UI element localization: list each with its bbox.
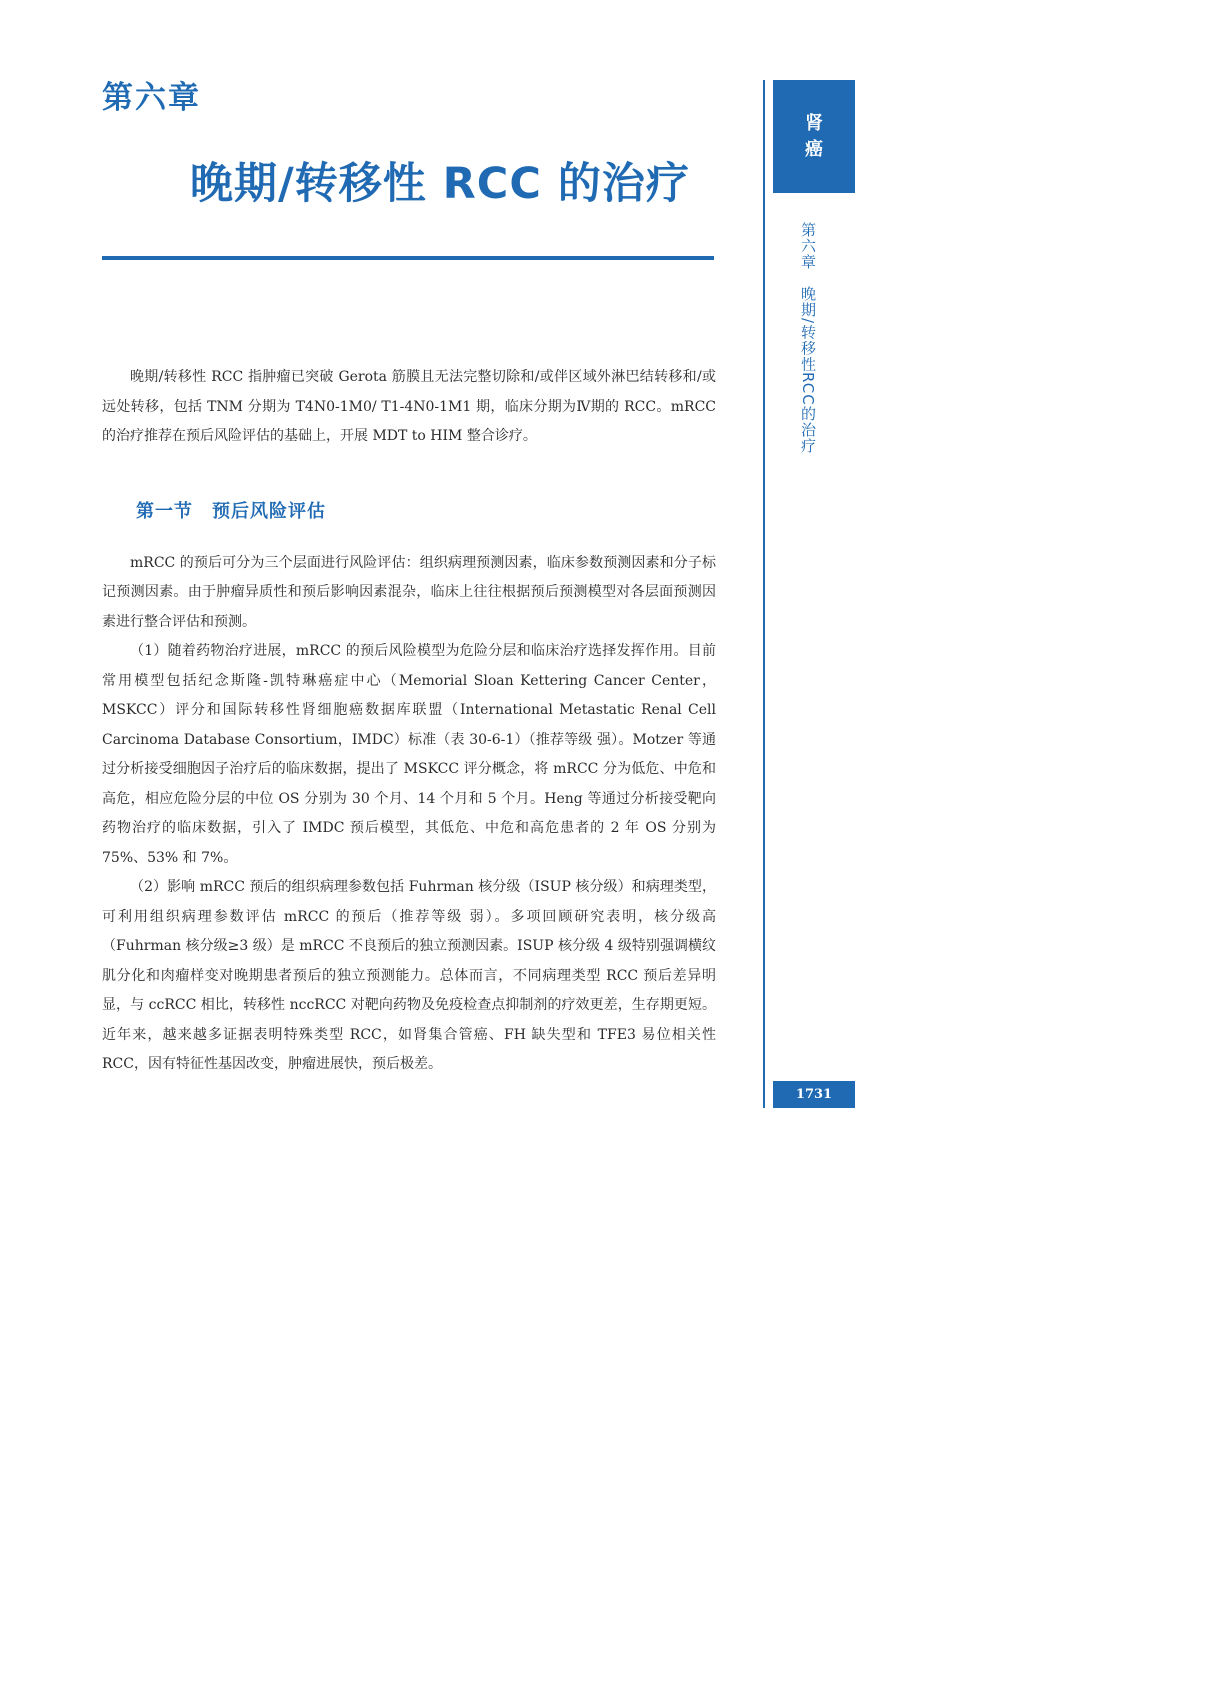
- section-paragraph-1: mRCC 的预后可分为三个层面进行风险评估：组织病理预测因素，临床参数预测因素和分子标记预测因素。由于肿瘤异质性和预后影响因素混杂，临床上往往根据预后预测模型对各层面预测因素进行整合评估和预测。: [102, 554, 716, 630]
- sidebar-tab-char-2: 癌: [805, 138, 823, 160]
- section-heading: 第一节 预后风险评估: [136, 500, 326, 522]
- sidebar-tab-char-1: 肾: [805, 112, 823, 134]
- title-divider: [102, 256, 714, 260]
- chapter-label: 第六章: [102, 80, 201, 116]
- body-content: [102, 363, 716, 1080]
- section-paragraph-2: （1）随着药物治疗进展，mRCC 的预后风险模型为危险分层和临床治疗选择发挥作用。目前常用模型包括纪念斯隆-凯特琳癌症中心（Memorial Sloan Kettering Cancer Center，MSKCC）评分和国际转移性肾细胞癌数据库联盟（International Metastatic Renal Cell Carcinoma Database Consortium，IMDC）标准（表 30-6-1）（推荐等级 强）。Motzer 等通过分析接受细胞因子治疗后的临床数据，提出了 MSKCC 评分概念，将 mRCC 分为低危、中危和高危，相应危险分层的中位 OS 分别为 30 个月、14 个月和 5 个月。Heng 等通过分析接受靶向药物治疗的临床数据，引入了 IMDC 预后模型，其低危、中危和高危患者的 2 年 OS 分别为 75%、53% 和 7%。: [102, 643, 716, 866]
- chapter-title: 晚期/转移性 RCC 的治疗: [190, 159, 690, 209]
- intro-paragraph: 晚期/转移性 RCC 指肿瘤已突破 Gerota 筋膜且无法完整切除和/或伴区域外淋巴结转移和/或远处转移，包括 TNM 分期为 T4N0-1M0/ T1-4N0-1M1 期，临床分期为Ⅳ期的 RCC。mRCC 的治疗推荐在预后风险评估的基础上，开展 MDT to HIM 整合诊疗。: [102, 369, 716, 444]
- page-number: 1731: [773, 1081, 855, 1108]
- sidebar-tab: [773, 80, 855, 193]
- running-header: 第六章 晚期/转移性RCC的治疗: [799, 222, 817, 454]
- sidebar-rule: [763, 80, 765, 1108]
- section-paragraph-3: （2）影响 mRCC 预后的组织病理参数包括 Fuhrman 核分级（ISUP 核分级）和病理类型，可利用组织病理参数评估 mRCC 的预后（推荐等级 弱）。多项回顾研究表明，核分级高（Fuhrman 核分级≥3 级）是 mRCC 不良预后的独立预测因素。ISUP 核分级 4 级特别强调横纹肌分化和肉瘤样变对晚期患者预后的独立预测能力。总体而言，不同病理类型 RCC 预后差异明显，与 ccRCC 相比，转移性 nccRCC 对靶向药物及免疫检查点抑制剂的疗效更差，生存期更短。近年来，越来越多证据表明特殊类型 RCC，如肾集合管癌、FH 缺失型和 TFE3 易位相关性 RCC，因有特征性基因改变，肿瘤进展快，预后极差。: [102, 879, 716, 1072]
